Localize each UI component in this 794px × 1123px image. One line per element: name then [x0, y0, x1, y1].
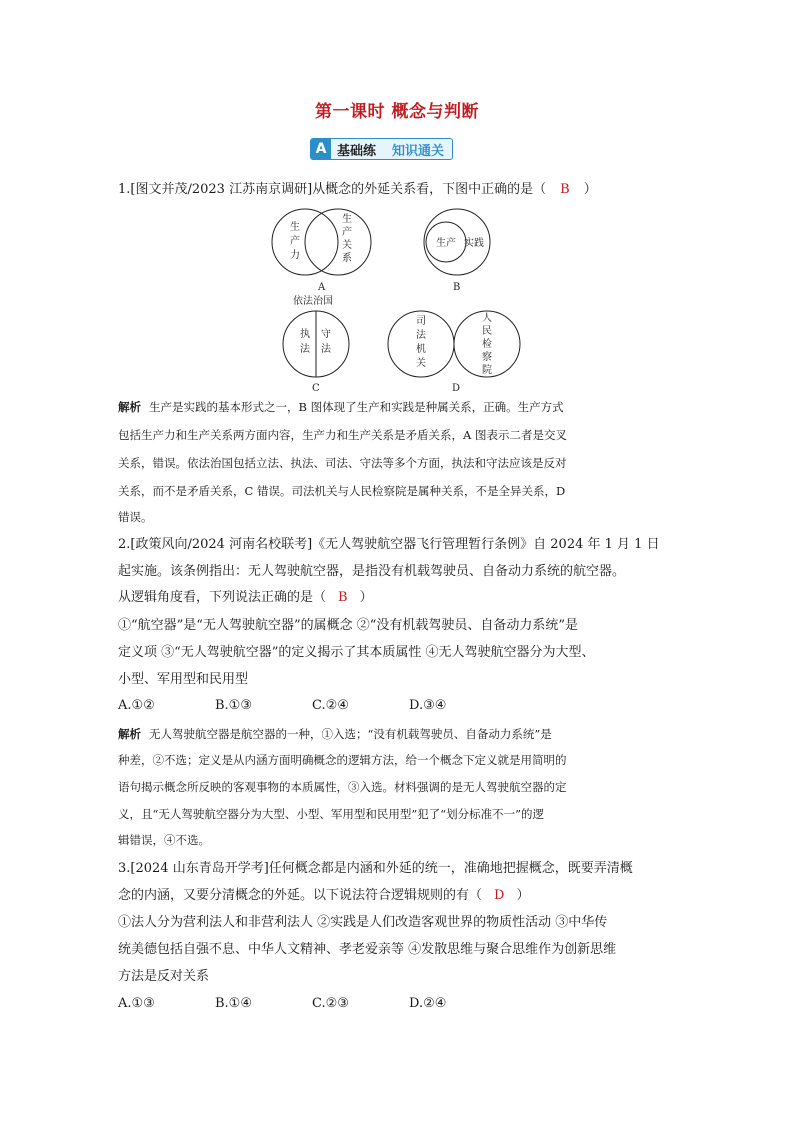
svg-text:机: 机 — [416, 344, 426, 355]
q2-explanation: 解析 无人驾驶航空器是航空器的一种，①入选；“没有机载驾驶员、自备动力系统”是 — [118, 727, 552, 741]
q2-item-line: ①“航空器”是“无人驾驶航空器”的属概念 ②“没有机载驾驶员、自备动力系统”是 — [118, 618, 579, 633]
diagram-a-right: 生 — [342, 214, 352, 225]
explanation-label: 解析 — [118, 400, 141, 414]
page-title: 第一课时 概念与判断 — [315, 102, 479, 122]
q3-answer: D — [494, 888, 505, 903]
diagram-c — [283, 294, 349, 394]
q1-explanation: 解析 生产是实践的基本形式之一，B 图体现了生产和实践是种属关系，正确。生产方式 — [118, 400, 564, 414]
diagram-b-outer: 实践 — [464, 238, 484, 249]
option-c: C.②③ — [312, 996, 349, 1011]
option-b: B.①④ — [215, 996, 252, 1011]
svg-text:关: 关 — [416, 358, 426, 369]
diagram-c-top: 依法治国 — [293, 296, 333, 307]
svg-text:察: 察 — [482, 352, 492, 363]
option-b: B.①③ — [215, 698, 252, 713]
q1-venn-diagrams — [260, 204, 540, 396]
diagram-d-label: D — [452, 383, 461, 394]
section-banner — [310, 138, 453, 160]
q2-stem-line-2: 起实施。该条例指出：无人驾驶航空器，是指没有机载驾驶员、自备动力系统的航空器。 — [118, 564, 626, 579]
diagram-c-label: C — [312, 383, 320, 394]
option-c: C.②④ — [312, 698, 349, 713]
option-a: A.①③ — [118, 996, 155, 1011]
explanation-label: 解析 — [118, 727, 141, 741]
q3-item-line: 统美德包括自强不息、中华人文精神、孝老爱亲等 ④发散思维与聚合思维作为创新思维 — [118, 942, 617, 957]
q3-stem-line-1: 3.[2024 山东青岛开学考]任何概念都是内涵和外延的统一，准确地把握概念，既要弄清概 — [118, 861, 633, 876]
svg-text:司: 司 — [416, 316, 426, 327]
svg-text:人: 人 — [482, 313, 492, 324]
q2-stem-line-3: 从逻辑角度看，下列说法正确的是（ B ） — [118, 590, 373, 605]
q1-stem: 1.[图文并茂/2023 江苏南京调研]从概念的外延关系看，下图中正确的是（ B ） — [118, 182, 597, 197]
svg-text:民: 民 — [482, 326, 492, 337]
svg-text:法: 法 — [321, 344, 331, 355]
diagram-b-inner: 生产 — [436, 238, 456, 249]
section-title: 基础练 — [337, 143, 377, 159]
svg-text:执: 执 — [300, 329, 310, 340]
svg-text:系: 系 — [342, 253, 352, 264]
option-d: D.②④ — [409, 996, 447, 1011]
diagram-d — [388, 311, 520, 394]
diagram-b — [424, 209, 490, 293]
section-letter: A — [311, 139, 331, 159]
option-a: A.①② — [118, 698, 155, 713]
diagram-a-label: A — [318, 282, 326, 293]
svg-text:力: 力 — [290, 250, 300, 261]
q2-item-line: 小型、军用型和民用型 — [118, 672, 249, 687]
svg-text:法: 法 — [300, 344, 310, 355]
q3-item-line: 方法是反对关系 — [118, 969, 210, 984]
q2-answer: B — [338, 590, 348, 605]
diagram-a — [272, 209, 371, 293]
q3-options — [118, 996, 506, 1011]
svg-text:产: 产 — [342, 227, 352, 238]
diagram-b-label: B — [453, 282, 461, 293]
svg-text:法: 法 — [416, 330, 426, 341]
option-d: D.③④ — [409, 698, 447, 713]
svg-text:关: 关 — [342, 240, 352, 251]
diagram-a-left: 生 — [290, 222, 300, 233]
q2-item-line: 定义项 ③“无人驾驶航空器”的定义揭示了其本质属性 ④无人驾驶航空器分为大型、 — [118, 645, 595, 660]
q3-item-line: ①法人分为营利法人和非营利法人 ②实践是人们改造客观世界的物质性活动 ③中华传 — [118, 915, 608, 930]
svg-text:守: 守 — [321, 329, 331, 340]
q2-stem-line-1: 2.[政策风向/2024 河南名校联考]《无人驾驶航空器飞行管理暂行条例》自 2024 年 1 月 1 日 — [118, 537, 660, 552]
svg-text:检: 检 — [482, 339, 492, 350]
section-subtitle: 知识通关 — [392, 143, 445, 159]
svg-text:院: 院 — [482, 365, 492, 376]
svg-text:产: 产 — [290, 236, 300, 247]
q1-answer: B — [560, 182, 570, 197]
q2-options — [118, 698, 506, 713]
q3-stem-line-2: 念的内涵，又要分清概念的外延。以下说法符合逻辑规则的有（ D ） — [118, 888, 530, 903]
